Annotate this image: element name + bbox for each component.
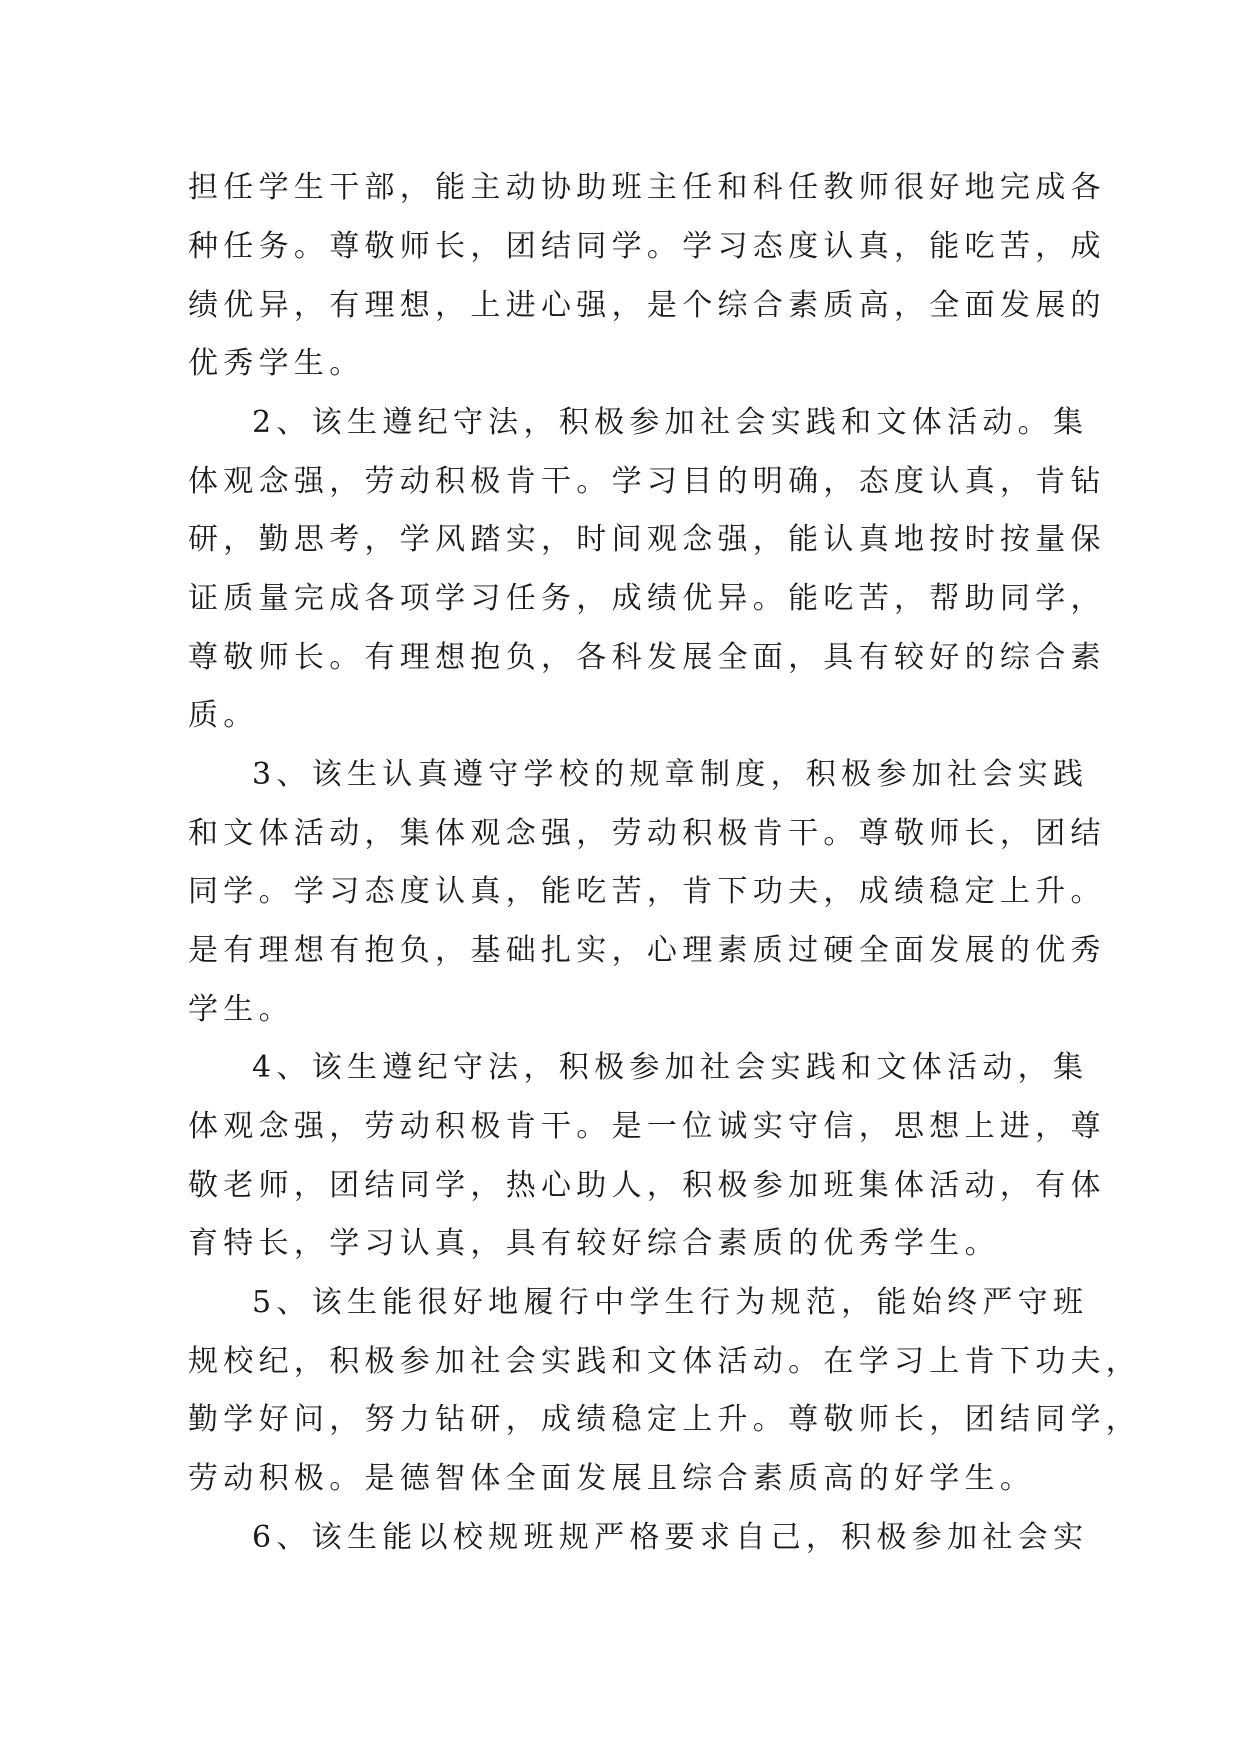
text-line-3: 绩优异，有理想，上进心强，是个综合素质高，全面发展的 <box>188 288 1106 323</box>
text-line-15: 学生。 <box>188 992 294 1027</box>
paragraph-4-start: 4、该生遵纪守法，积极参加社会实践和文体活动，集 <box>252 1050 1089 1085</box>
text-line-14: 是有理想有抱负，基础扎实，心理素质过硬全面发展的优秀 <box>188 933 1106 968</box>
text-line-18: 敬老师，团结同学，热心助人，积极参加班集体活动，有体 <box>188 1168 1106 1203</box>
text-line-6: 体观念强，劳动积极肯干。学习目的明确，态度认真，肯钻 <box>188 464 1106 499</box>
text-line-17: 体观念强，劳动积极肯干。是一位诚实守信，思想上进，尊 <box>188 1109 1106 1144</box>
text-line-1: 担任学生干部，能主动协助班主任和科任教师很好地完成各 <box>188 170 1106 205</box>
text-line-13: 同学。学习态度认真，能吃苦，肯下功夫，成绩稳定上升。 <box>188 874 1106 909</box>
text-line-12: 和文体活动，集体观念强，劳动积极肯干。尊敬师长，团结 <box>188 816 1106 851</box>
text-line-9: 尊敬师长。有理想抱负，各科发展全面，具有较好的综合素 <box>188 640 1106 675</box>
text-line-8: 证质量完成各项学习任务，成绩优异。能吃苦，帮助同学， <box>188 581 1106 616</box>
text-line-22: 勤学好问，努力钻研，成绩稳定上升。尊敬师长，团结同学， <box>188 1402 1142 1437</box>
text-line-7: 研，勤思考，学风踏实，时间观念强，能认真地按时按量保 <box>188 522 1106 557</box>
text-line-21: 规校纪，积极参加社会实践和文体活动。在学习上肯下功夫， <box>188 1344 1142 1379</box>
paragraph-6-start: 6、该生能以校规班规严格要求自己，积极参加社会实 <box>252 1520 1089 1555</box>
text-line-4: 优秀学生。 <box>188 346 365 381</box>
text-line-23: 劳动积极。是德智体全面发展且综合素质高的好学生。 <box>188 1461 1036 1496</box>
text-line-2: 种任务。尊敬师长，团结同学。学习态度认真，能吃苦，成 <box>188 229 1106 264</box>
paragraph-3-start: 3、该生认真遵守学校的规章制度，积极参加社会实践 <box>252 757 1089 792</box>
paragraph-5-start: 5、该生能很好地履行中学生行为规范，能始终严守班 <box>252 1285 1089 1320</box>
text-line-19: 育特长，学习认真，具有较好综合素质的优秀学生。 <box>188 1226 1000 1261</box>
paragraph-2-start: 2、该生遵纪守法，积极参加社会实践和文体活动。集 <box>252 405 1089 440</box>
text-line-10: 质。 <box>188 698 259 733</box>
